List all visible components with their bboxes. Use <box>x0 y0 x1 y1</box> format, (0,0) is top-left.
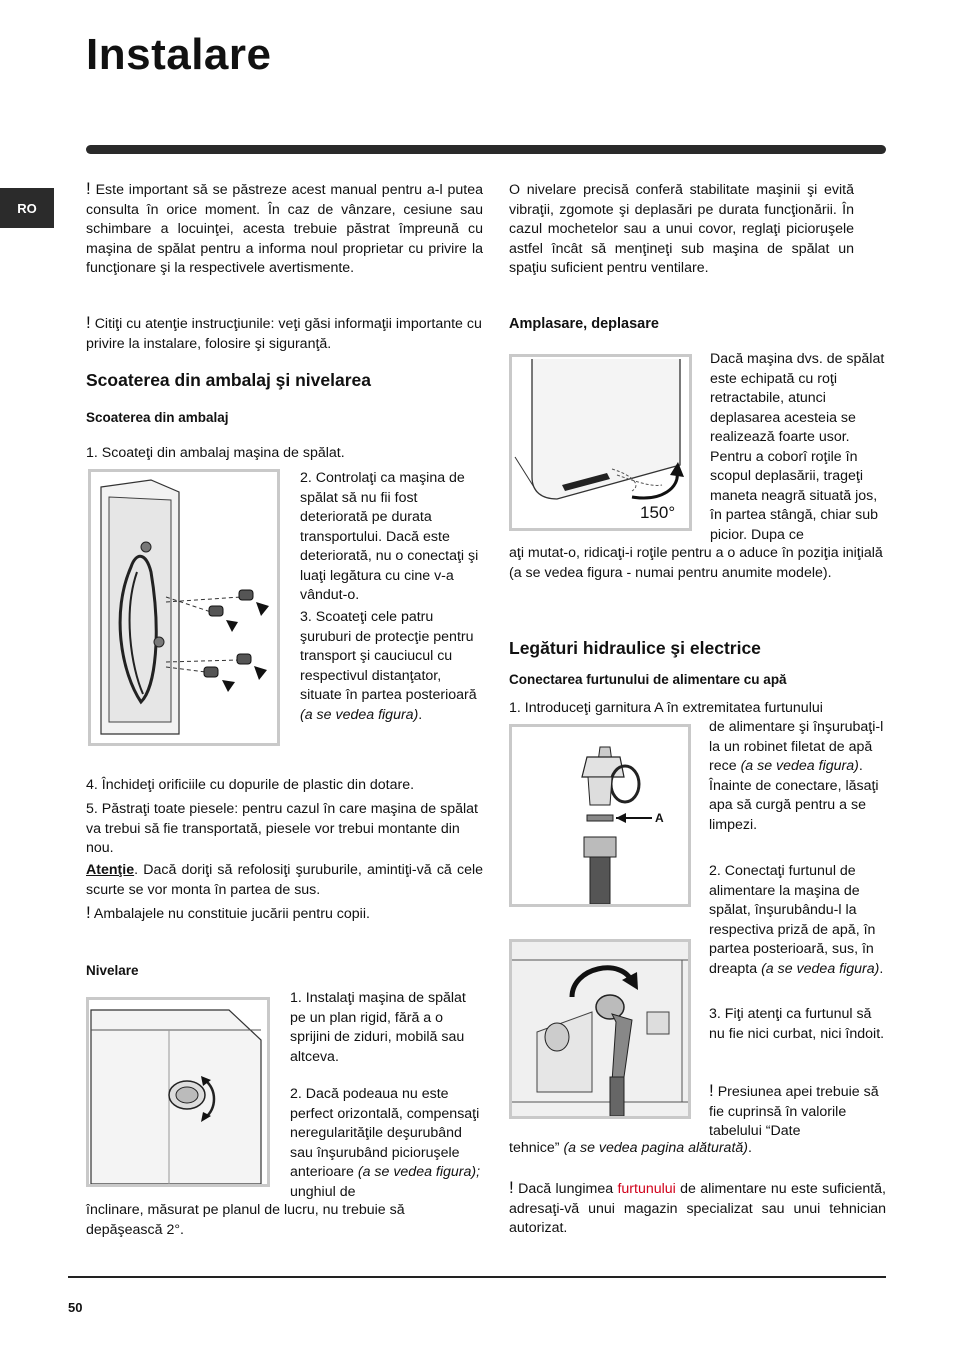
pressure-warning-cont <box>509 1139 886 1159</box>
subheading-unpacking: Scoaterea din ambalaj <box>86 410 229 425</box>
figure-rear-connection <box>509 939 691 1119</box>
step-2: 2. Controlaţi ca maşina de spălat să nu fii fost deteriorată pe durata transportului. Dacă este deteriorată, nu o conectaţi şi luaţi legătura cu cine v-a vândut-o. <box>300 470 479 603</box>
hose-step-1: 1. Introduceţi garnitura A în extremitatea furtunului <box>509 700 823 716</box>
pressure-warning <box>709 1081 889 1142</box>
leveling-step-2-cont: unghiul de <box>290 1183 356 1200</box>
attention-text: . Dacă doriţi să refolosiţi şuruburile, amintiţi-vă că cele scurte se vor monta în partea de sus. <box>86 862 483 898</box>
toys-warning-text: Ambalajele nu constituie jucării pentru copii. <box>93 906 370 922</box>
pressure-warning-ref: (a se vedea pagina alăturată) <box>563 1140 748 1156</box>
subheading-leveling: Nivelare <box>86 963 139 978</box>
hose-step-2-text: 2. Conectaţi furtunul de alimentare la maşina de spălat, înşurubându-l la respectiva priză de apă, în partea posterioară, sus, în dreapta <box>709 863 876 977</box>
hose-step-1-ref: (a se vedea figura) <box>740 758 859 774</box>
figure-leveling-foot <box>86 997 270 1187</box>
hose-step-2 <box>709 862 889 979</box>
leveling-step-2-ref: (a se vedea figura); <box>357 1164 481 1180</box>
warning-mark: ! <box>709 1081 714 1100</box>
warning-mark: ! <box>509 1178 514 1197</box>
step-3-text: 3. Scoateţi cele patru şuruburi de protecţie pentru transport şi cauciucul cu respectivul distanţator, situate în partea posterioară <box>300 609 477 703</box>
placement-text: Dacă maşina dvs. de spălat este echipată cu roţi retractabile, atunci deplasarea acesteia se realizează foarte usor. Pentru a coborî roţile în scopul deplasării, trageţi maneta neagră situată jos, în partea stângă, chiar sub picior. Dupa ce <box>710 351 885 543</box>
rear-connection-drawing <box>512 942 688 1116</box>
hose-length-text-cont: de alimentare nu este suficientă, adresaţi-vă unui magazin specializat sau unui tehnician autorizat. <box>509 1181 886 1236</box>
step-3 <box>300 608 483 725</box>
step-3-figure-ref: (a se vedea figura) <box>300 706 419 723</box>
figure-tap-gasket <box>509 724 691 907</box>
leveling-step-1: 1. Instalaţi maşina de spălat pe un plan rigid, fără a o sprijini de ziduri, mobilă sau altceva. <box>290 990 466 1065</box>
step-1: 1. Scoateţi din ambalaj maşina de spălat. <box>86 445 345 461</box>
hose-step-1-text: de alimentare şi înşurubaţi-l la un robinet filetat de apă rece <box>709 719 884 774</box>
subheading-hose: Conectarea furtunului de alimentare cu apă <box>509 672 787 687</box>
hose-step-1-cont <box>709 718 889 835</box>
leveling-foot-drawing <box>89 1000 267 1184</box>
hose-step-2-ref: (a se vedea figura) <box>761 960 880 977</box>
warning-mark: ! <box>86 903 91 922</box>
title-divider <box>86 145 886 154</box>
intro-paragraph <box>86 179 483 279</box>
hose-step-1-end: . <box>858 758 863 774</box>
leveling-step-2 <box>290 1085 483 1202</box>
leveling-step-2-text: 2. Dacă podeaua nu este perfect orizontală, compensaţi neregularităţile deşurubând sau înşurubând picioruşele anterioare <box>290 1086 480 1180</box>
hose-length-warning <box>509 1178 886 1239</box>
page-number: 50 <box>68 1300 83 1315</box>
leveling-step-2-end: înclinare, măsurat pe planul de lucru, nu trebuie să depăşească 2°. <box>86 1202 405 1238</box>
hose-length-highlight: furtunului <box>617 1181 676 1197</box>
pressure-warning-tail: tehnice” <box>509 1140 560 1156</box>
hose-step-2-end: . <box>879 960 884 977</box>
read-instructions-paragraph <box>86 313 483 354</box>
attention-label: Atenţie <box>86 862 135 878</box>
placement-text-cont: aţi mutat-o, ridicaţi-i roţile pentru a o aduce în poziţia iniţială (a se vedea figura - numai pentru anumite modele). <box>509 545 883 581</box>
transport-screws-drawing <box>91 472 277 743</box>
pressure-warning-end: . <box>748 1140 752 1156</box>
angle-label: 150° <box>640 503 676 522</box>
attention-note <box>86 861 483 900</box>
figure-retractable-wheels <box>509 354 692 531</box>
warning-mark: ! <box>86 313 91 332</box>
section-heading-connections: Legături hidraulice şi electrice <box>509 638 761 658</box>
figure-transport-screws <box>88 469 280 746</box>
gasket-label: A <box>655 811 664 825</box>
hose-length-text: Dacă lungimea <box>518 1181 614 1197</box>
subheading-placement: Amplasare, deplasare <box>509 316 659 332</box>
read-instructions-text: Citiţi cu atenţie instrucţiunile: veţi găsi informaţii importante cu privire la instalare, folosire şi siguranţă. <box>86 316 482 352</box>
hose-step-1-note: Înainte de conectare, lăsaţi apa să curgă pentru a se limpezi. <box>709 777 879 833</box>
language-tab: RO <box>0 188 54 228</box>
page-title: Instalare <box>86 30 272 79</box>
toys-warning <box>86 903 483 925</box>
warning-mark: ! <box>86 179 91 198</box>
hose-step-3: 3. Fiţi atenţi ca furtunul să nu fie nici curbat, nici îndoit. <box>709 1006 885 1042</box>
section-heading-unpacking: Scoaterea din ambalaj şi nivelarea <box>86 370 372 390</box>
step-5: 5. Păstraţi toate piesele: pentru cazul în care maşina de spălat va trebui să fie transportată, piesele vor trebui montante din nou. <box>86 801 478 856</box>
intro-text: Este important să se păstreze acest manual pentru a-l putea consulta în orice moment. În caz de vânzare, cesiune sau schimbare a locuinţei, acesta trebuie păstrat împreună cu maşina de spălat pentru a informa noul proprietar cu privire la funcţionare şi la respectivele avertismente. <box>86 182 483 276</box>
footer-divider <box>68 1276 886 1278</box>
pressure-warning-text: Presiunea apei trebuie să fie cuprinsă în valorile tabelului “Date <box>709 1084 879 1139</box>
step-4: 4. Închideţi orificiile cu dopurile de plastic din dotare. <box>86 777 415 793</box>
step-3-end: . <box>418 706 423 723</box>
leveling-precision-text: O nivelare precisă conferă stabilitate maşinii şi evită vibraţii, zgomote şi deplasări pe durata funcţionării. În cazul mochetelor sau a unui covor, reglaţi picioruşele astfel încât să menţineţi sub maşina de spălat un spaţiu suficient pentru ventilare. <box>509 182 854 276</box>
